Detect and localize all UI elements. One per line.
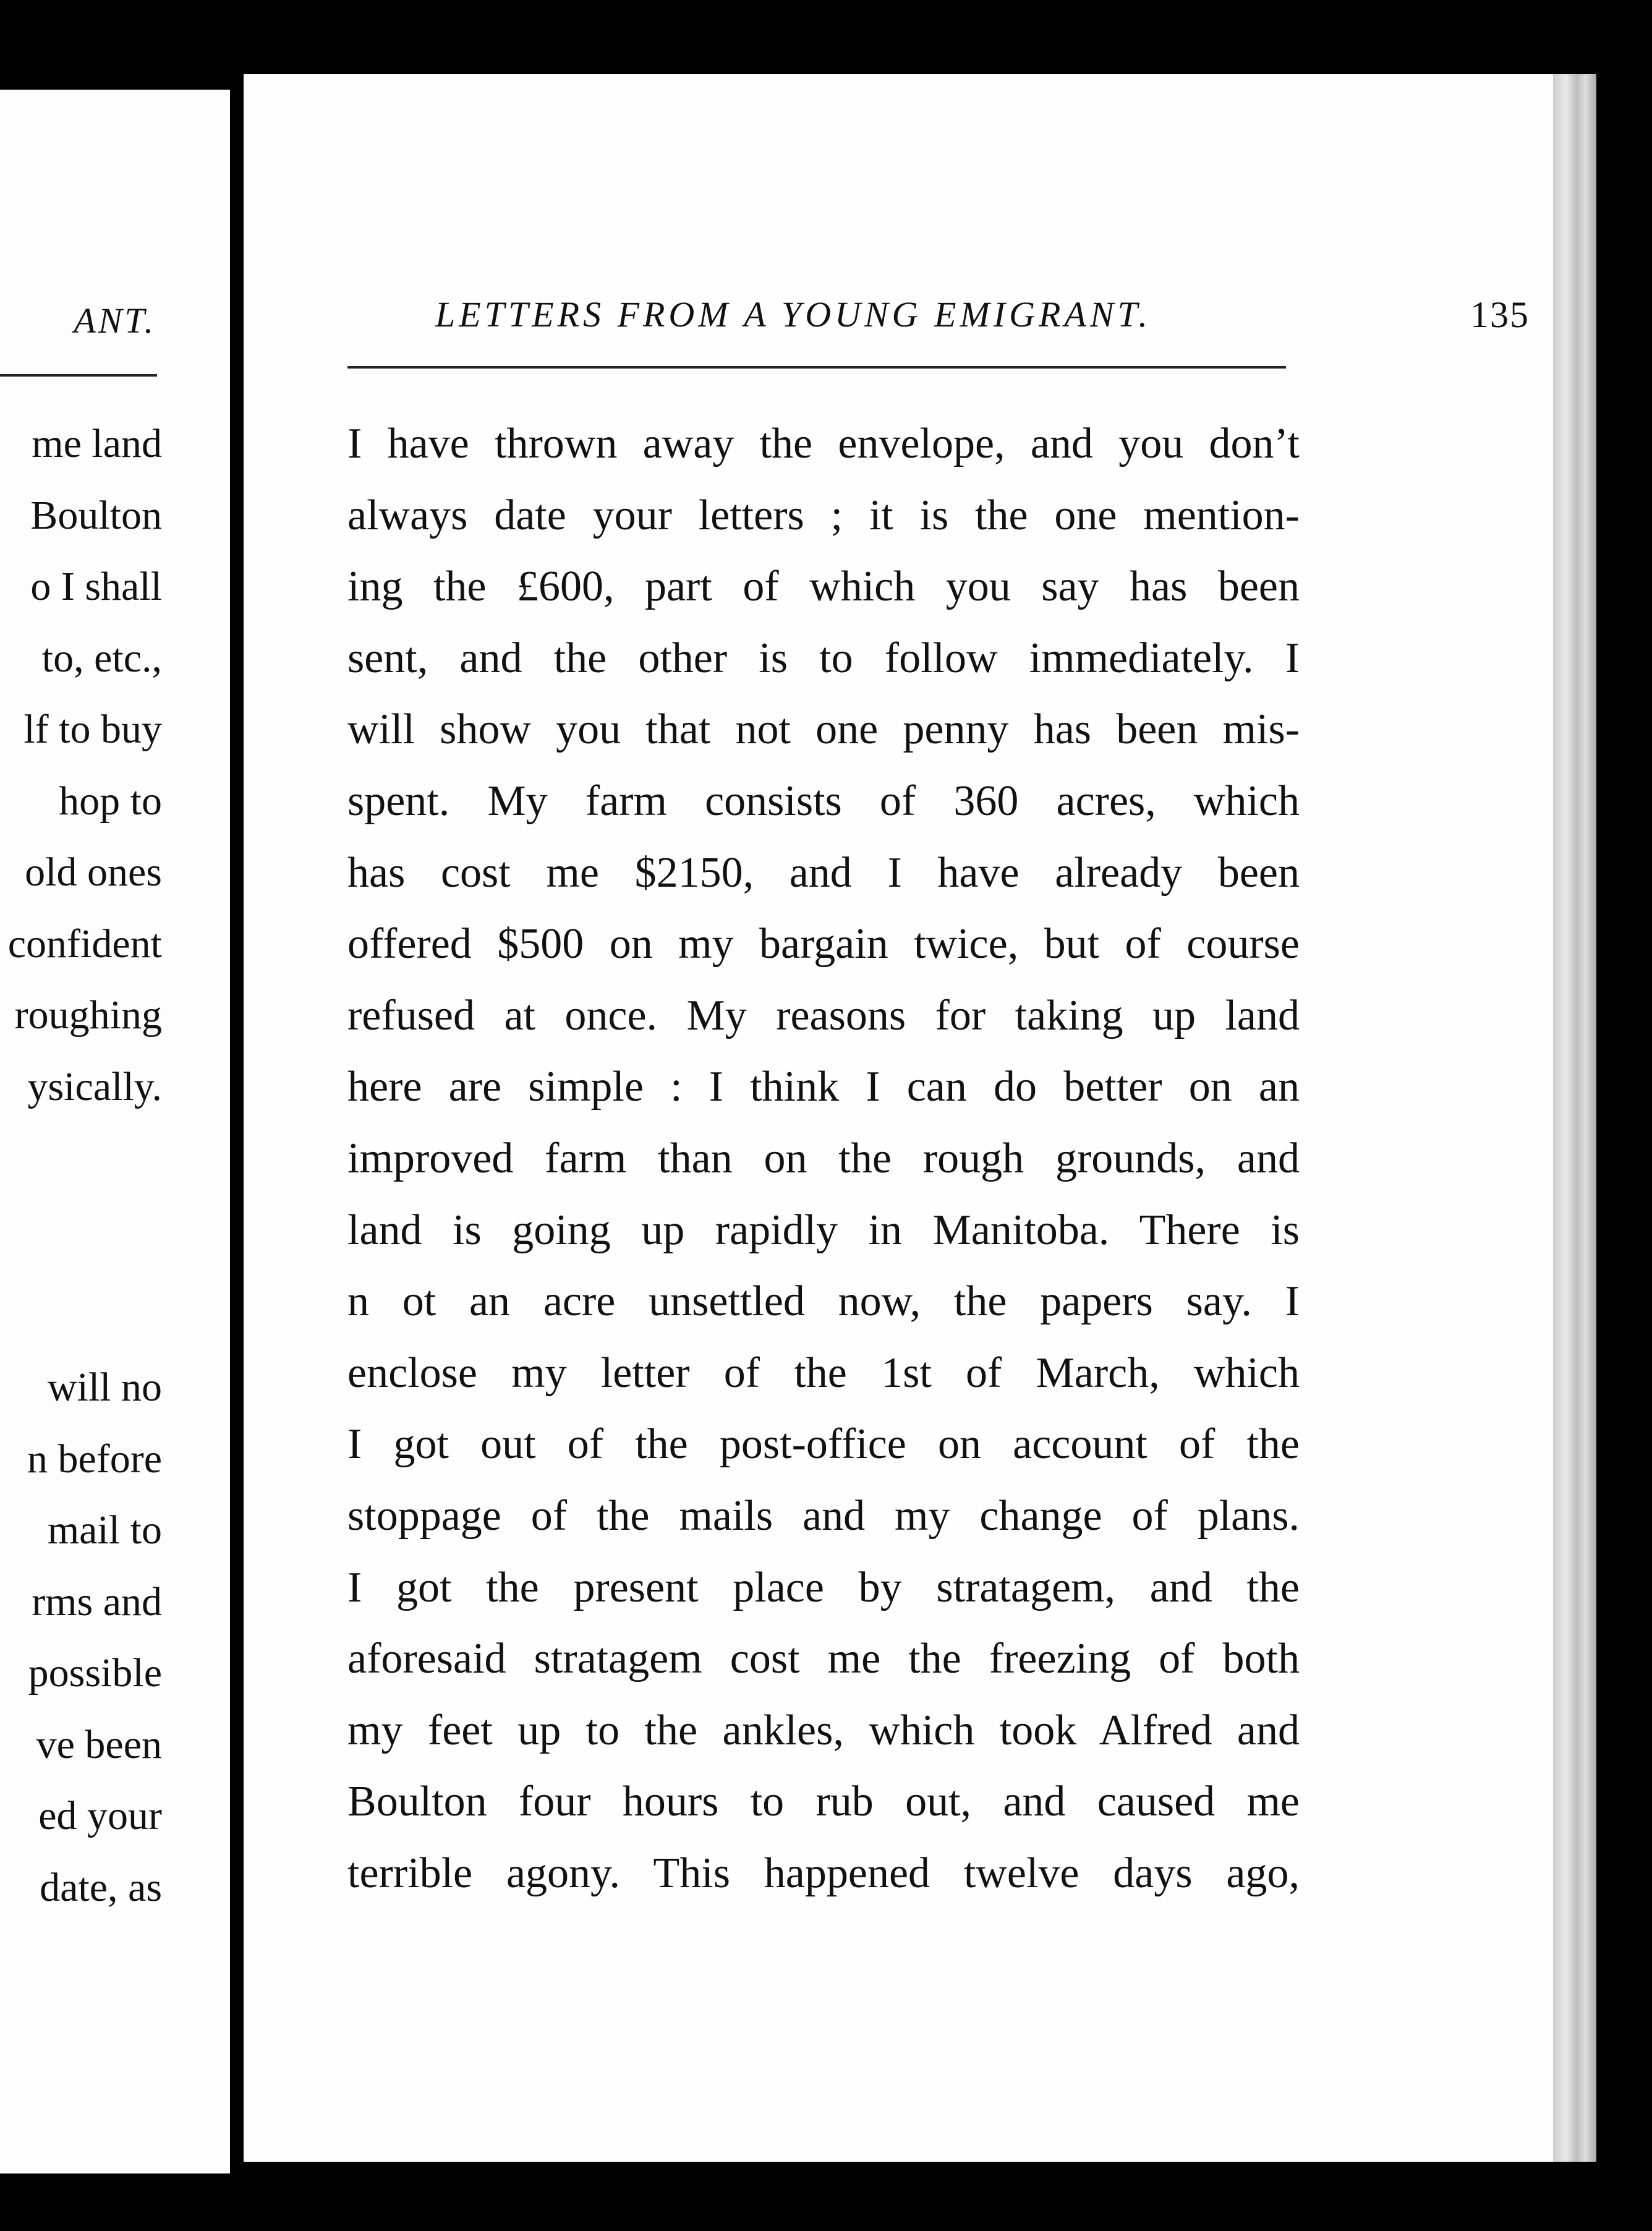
text-line: refused at once. My reasons for taking up land bbox=[347, 991, 1300, 1039]
left-page bbox=[0, 90, 230, 2173]
text-line: I have thrown away the envelope, and you don’t bbox=[347, 420, 1300, 467]
text-line: enclose my letter of the 1st of March, which bbox=[347, 1349, 1300, 1397]
text-line: land is going up rapidly in Manitoba. There is bbox=[347, 1206, 1300, 1254]
book-gutter bbox=[230, 74, 244, 2177]
right-page bbox=[244, 74, 1553, 2162]
left-line: roughing bbox=[14, 992, 162, 1038]
left-line: old ones bbox=[25, 850, 162, 895]
left-line: to, etc., bbox=[41, 636, 162, 681]
text-line: always date your letters ; it is the one mention- bbox=[347, 491, 1300, 539]
left-line: confident bbox=[7, 921, 162, 966]
left-line: n before bbox=[27, 1436, 162, 1482]
page-number: 135 bbox=[1470, 294, 1530, 335]
left-line: o I shall bbox=[30, 564, 162, 609]
left-line: ysically. bbox=[27, 1064, 162, 1109]
left-line: will no bbox=[47, 1365, 162, 1410]
left-line: mail to bbox=[47, 1508, 162, 1553]
text-line: aforesaid stratagem cost me the freezing of both bbox=[347, 1635, 1300, 1683]
text-line: I got out of the post-office on account of the bbox=[347, 1420, 1300, 1469]
text-line: I got the present place by stratagem, and the bbox=[347, 1563, 1300, 1611]
text-line: has cost me $2150, and I have already been bbox=[347, 848, 1300, 897]
left-header-rule bbox=[0, 374, 157, 377]
left-line: lf to buy bbox=[23, 707, 162, 752]
header-rule bbox=[347, 366, 1286, 369]
text-line: ing the £600, part of which you say has been bbox=[347, 563, 1300, 611]
text-line: offered $500 on my bargain twice, but of course bbox=[347, 920, 1300, 968]
text-line: stoppage of the mails and my change of plans. bbox=[347, 1491, 1300, 1540]
text-line: my feet up to the ankles, which took Alfred and bbox=[347, 1706, 1300, 1754]
page-edge bbox=[1553, 74, 1596, 2162]
left-line: ve been bbox=[36, 1722, 162, 1767]
text-line: spent. My farm consists of 360 acres, which bbox=[347, 777, 1300, 825]
left-line: rms and bbox=[32, 1579, 162, 1624]
left-line: date, as bbox=[40, 1865, 162, 1910]
left-running-head-fragment: ANT. bbox=[74, 301, 156, 341]
left-line: hop to bbox=[59, 779, 162, 824]
text-line: terrible agony. This happened twelve days ago, bbox=[347, 1849, 1300, 1897]
text-line: Boulton four hours to rub out, and caused me bbox=[347, 1778, 1300, 1826]
text-line: n ot an acre unsettled now, the papers say. I bbox=[347, 1278, 1300, 1326]
left-line: me land bbox=[32, 421, 162, 466]
text-line: will show you that not one penny has been mis- bbox=[347, 706, 1300, 754]
text-line: improved farm than on the rough grounds, and bbox=[347, 1134, 1300, 1182]
left-line: ed your bbox=[38, 1793, 162, 1838]
text-line: sent, and the other is to follow immediately. I bbox=[347, 634, 1300, 682]
left-line: possible bbox=[28, 1650, 162, 1696]
running-head bbox=[435, 294, 1530, 335]
body-text bbox=[347, 408, 1300, 1909]
text-line: here are simple : I think I can do better on an bbox=[347, 1063, 1300, 1111]
left-line: Boulton bbox=[30, 493, 162, 538]
running-title: LETTERS FROM A YOUNG EMIGRANT. bbox=[435, 294, 1151, 335]
